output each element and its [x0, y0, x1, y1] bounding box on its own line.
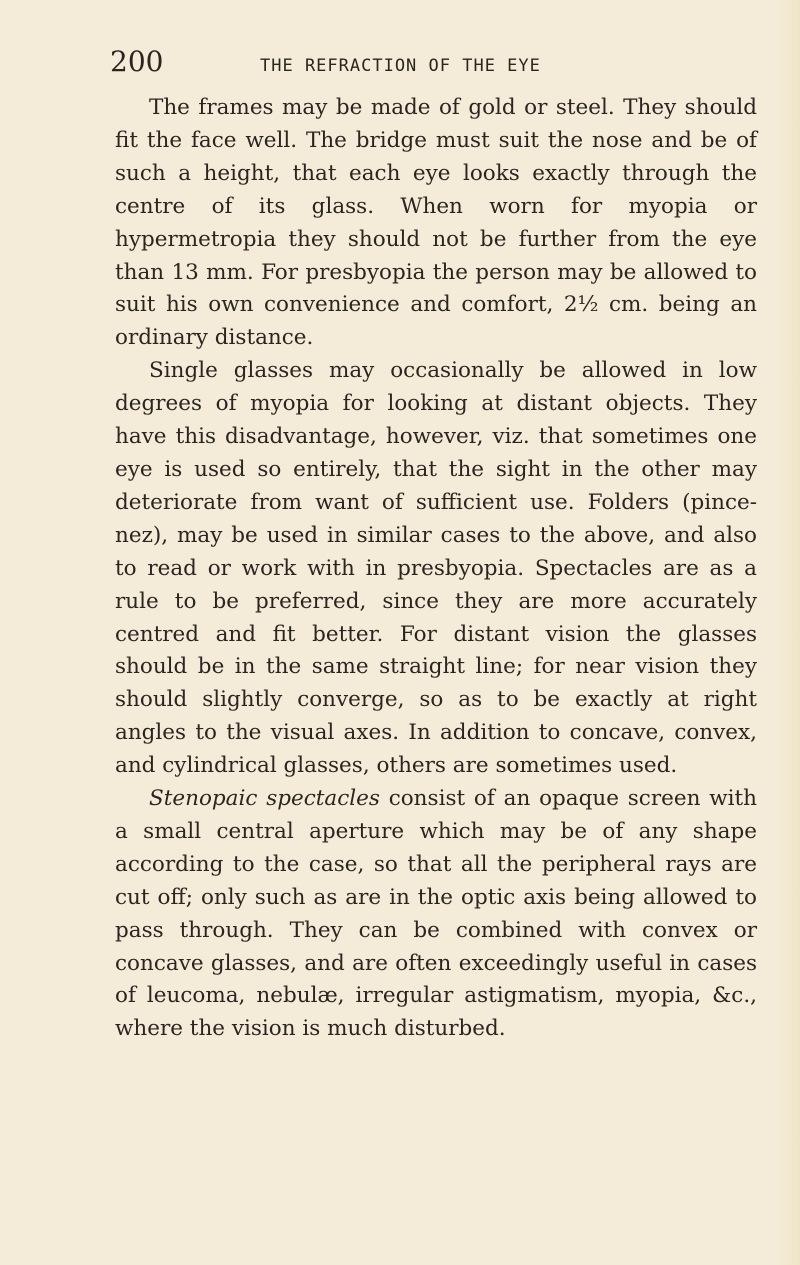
page-number: 200 — [110, 45, 164, 78]
stenopaic-term: Stenopaic spectacles — [149, 786, 380, 812]
paragraph-frames: The frames may be made of gold or steel. They should fit the face well. The bridge must suit the nose and be of such a height, that each eye looks exactly through the centre of its glass. When worn for myopia or hypermetropia they should not be further from the eye than 13 mm. For presbyopia the person may be allowed to suit his own convenience and comfort, 2½ cm. being an ordinary distance. — [115, 95, 757, 351]
stenopaic-text: consist of an opaque screen with a small central aperture which may be of any shape according to the case, so that all the peripheral rays are cut off; only such as are in the optic axis being allowed to pass through. They can be combined with convex or concave glasses, and are often exceedingly useful in cases of leucoma, nebulæ, irregular astigmatism, myopia, &c., where the vision is much disturbed. — [115, 786, 757, 1042]
running-title: THE REFRACTION OF THE EYE — [260, 56, 541, 76]
page-edge-shadow — [778, 0, 800, 1265]
body-text — [115, 92, 757, 1046]
paragraph-stenopaic — [115, 783, 757, 1046]
paragraph-single-glasses: Single glasses may occasionally be allowed in low degrees of myopia for looking at distant objects. They have this disadvantage, however, viz. that sometimes one eye is used so entirely, that the sight in the other may deteriorate from want of sufficient use. Folders (pince-nez), may be used in similar cases to the above, and also to read or work with in presbyopia. Spectacles are as a rule to be preferred, since they are more accurately centred and fit better. For distant vision the glasses should be in the same straight line; for near vision they should slightly converge, so as to be exactly at right angles to the visual axes. In addition to concave, convex, and cylindrical glasses, others are sometimes used. — [115, 358, 757, 779]
page-header — [110, 44, 760, 84]
